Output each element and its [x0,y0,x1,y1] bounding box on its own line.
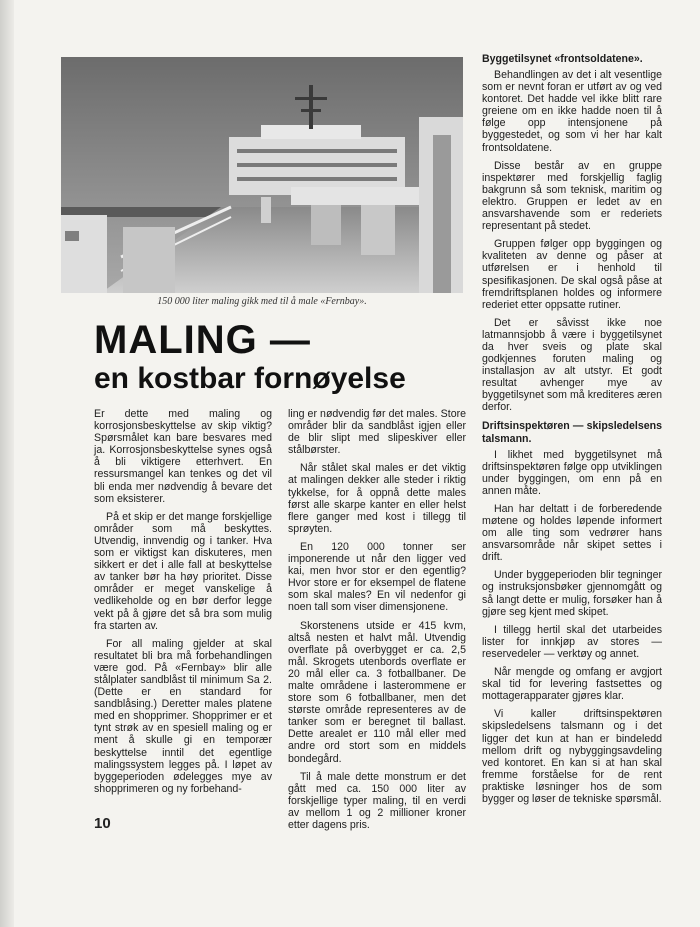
paragraph: Behandlingen av det i alt vesentlige som er nevnt foran er utført av og ved kontoret. Det hadde vel ikke blitt rare greiene om en ikke hadde noen til å følge opp intensjonene på byggestedet, og som vi her har kalt frontsoldatene. [482,69,662,154]
paragraph: Disse består av en gruppe inspektører med forskjellig faglig bakgrunn så som teknisk, maritim og elektro. Gruppen er ledet av en ansvarshavende som er rederiets representant på stedet. [482,159,662,233]
paragraph: ling er nødvendig før det males. Store områder blir da sandblåst igjen eller de blir slipt med slipeskiver eller stålbørster. [288,408,466,457]
page-number: 10 [94,815,111,832]
paragraph: I likhet med byggetilsynet må driftsinspektøren følge opp utviklingen under byggingen, om enn på en annen måte. [482,448,662,497]
paragraph: På et skip er det mange forskjellige områder som må beskyttes. Utvendig, innvendig og i tanker. Hva som er viktigst kan diskuteres, men sikkert er det i alle fall at beskyttelse av tanker bør ha høy prioritet. Disse områder er meget vanskelige å vedlikeholde og en bør derfor legge vekt på å gjøre det så bra som mulig fra starten av. [94,510,272,632]
photo-caption: 150 000 liter maling gikk med til å male «Fernbay». [157,296,367,307]
paragraph: Det er såvisst ikke noe latmannsjobb å være i byggetilsynet da hver sveis og plate skal godkjennes foruten maling og installasjon av alt utstyr. Et godt resultat avhenger mye av byggetilsynet som må krediteres æren derfor. [482,316,662,414]
paragraph: Gruppen følger opp byggingen og kvaliteten av denne og påser at utførelsen er i henhold til spesifikasjonen. De skal også påse at fremdriftsplanen holdes og informere rederiet etter oppsatte rutiner. [482,238,662,311]
paragraph: For all maling gjelder at skal resultatet bli bra må forbehandlingen være god. På «Fernbay» blir alle stålplater sandblåst til minimum Sa 2. (Dette er en standard for sandblåsing.) Deretter males platene med en shopprimer. Shopprimer er et tynt strøk av en spesiell maling og er ment å skulle gi en temporær beskyttelse inntil det egentlige malingssystem legges på. I løpet av byggeperioden ødelegges mye av shopprimeren og ny forbehand- [94,637,272,795]
paragraph: Er dette med maling og korrosjonsbeskyttelse av skip viktig? Spørsmålet kan bare besvares med ja. Korrosjonsbeskyttelse synes også å bli viktigere etterhvert. En ressursmangel kan tenkes og det vil bli enda mer nødvendig å bevare det som eksisterer. [94,408,272,505]
paragraph: Skorstenens utside er 415 kvm, altså nesten et halvt mål. Utvendig overflate på overbygget er ca. 2,5 mål. Skrogets utenbords overflate er 20 mål eller ca. 3 fotballbaner. De malte områdene i lasterommene er store som 6 fotballbaner, men det største område representeres av de tanker som er beregnet til ballast. Dette arealet er 110 mål eller med andre ord stort som en middels bondegård. [288,619,466,765]
paragraph: Vi kaller driftsinspektøren skipsledelsens talsmann og i det ligger det kun at han er bindeledd mellom drift og nybyggingsavdeling ved kontoret. En kan si at han skal fremme forståelse for de rent praktiske løsninger hos de som bygger og løser de tekniske spørsmål. [482,708,662,805]
subheadline: en kostbar fornøyelse [94,362,406,395]
section-heading: Driftsinspektøren — skipsledelsens talsmann. [482,419,662,445]
paragraph: Under byggeperioden blir tegninger og instruksjonsbøker gjennomgått og så langt dette er mulig, forsøker han å gjøre seg kjent med skipet. [482,569,662,618]
paragraph: Når mengde og omfang er avgjort skal tid for levering fastsettes og mottagerapparater gjøres klar. [482,666,662,703]
paragraph: Han har deltatt i de forberedende møtene og holdes løpende informert om alle ting som vedrører hans ansvarsområde når skipet settes i drift. [482,502,662,564]
ship-deck-photo [61,57,463,293]
text-column-1 [94,408,272,801]
text-column-2 [288,408,466,837]
paragraph: Når stålet skal males er det viktig at malingen dekker alle steder i riktig tykkelse, for å oppnå dette males først alle skarpe kanter en eller helst flere ganger med kost i tillegg til sprøyten. [288,462,466,535]
section-heading: Byggetilsynet «frontsoldatene». [482,53,643,65]
text-column-3 [482,53,662,811]
paragraph: En 120 000 tonner ser imponerende ut når den ligger ved kai, men hvor stor er den egentlig? Hvor store er for eksempel de flatene som skal males? En vil nedenfor gi noen tall som viser dimensjonene. [288,540,466,614]
paragraph: Til å male dette monstrum er det gått med ca. 150 000 liter av forskjellige typer maling, til en verdi av mellom 1 og 2 millioner kroner etter dagens pris. [288,770,466,831]
page-edge-shadow [0,0,14,927]
headline: MALING — [94,318,311,362]
paragraph: I tillegg hertil skal det utarbeides lister for innkjøp av stores — reservedeler — verktøy og annet. [482,623,662,660]
